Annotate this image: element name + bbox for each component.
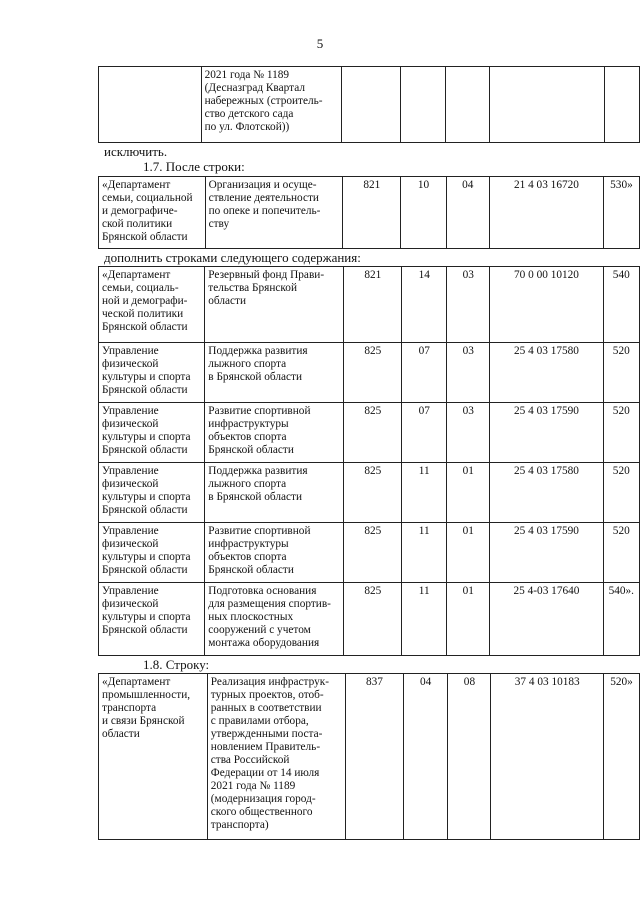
section-cell: 11 bbox=[402, 463, 447, 523]
section-cell: 07 bbox=[402, 403, 447, 463]
code-cell: 825 bbox=[344, 403, 402, 463]
target-cell: 25 4 03 17590 bbox=[490, 523, 603, 583]
subsection-cell: 01 bbox=[447, 583, 490, 656]
purpose-cell: Поддержка развития лыжного спорта в Брянской области bbox=[205, 343, 344, 403]
target-cell: 25 4-03 17640 bbox=[490, 583, 603, 656]
purpose-cell: 2021 года № 1189 (Десназград Квартал набережных (строитель- ство детского сада по ул. Флотской)) bbox=[201, 67, 341, 143]
code-cell: 825 bbox=[344, 583, 402, 656]
type-cell: 540 bbox=[603, 267, 639, 343]
purpose-cell: Развитие спортивной инфраструктуры объектов спорта Брянской области bbox=[205, 403, 344, 463]
target-cell bbox=[489, 67, 604, 143]
section-cell: 14 bbox=[402, 267, 447, 343]
code-cell: 825 bbox=[344, 463, 402, 523]
recipient-cell bbox=[99, 67, 202, 143]
target-cell: 70 0 00 10120 bbox=[490, 267, 603, 343]
section-cell: 11 bbox=[402, 523, 447, 583]
code-cell: 825 bbox=[344, 343, 402, 403]
table-added-rows bbox=[98, 266, 640, 656]
table-row bbox=[99, 674, 640, 840]
type-cell: 530» bbox=[603, 177, 639, 249]
table-continuation bbox=[98, 66, 640, 143]
table-row bbox=[99, 267, 640, 343]
type-cell bbox=[605, 67, 640, 143]
subsection-cell: 03 bbox=[447, 267, 490, 343]
note-section-1-7: 1.7. После строки: bbox=[143, 159, 245, 174]
code-cell: 821 bbox=[343, 177, 401, 249]
recipient-cell: Управление физической культуры и спорта Брянской области bbox=[99, 523, 205, 583]
type-cell: 520 bbox=[603, 463, 639, 523]
recipient-cell: Управление физической культуры и спорта Брянской области bbox=[99, 343, 205, 403]
section-cell: 04 bbox=[403, 674, 448, 840]
note-exclude: исключить. bbox=[104, 144, 168, 159]
table-row bbox=[99, 463, 640, 523]
code-cell: 837 bbox=[346, 674, 404, 840]
type-cell: 520 bbox=[603, 523, 639, 583]
table-row bbox=[99, 523, 640, 583]
note-section-1-8: 1.8. Строку: bbox=[143, 657, 210, 672]
recipient-cell: Управление физической культуры и спорта Брянской области bbox=[99, 463, 205, 523]
target-cell: 25 4 03 17580 bbox=[490, 463, 603, 523]
code-cell: 821 bbox=[344, 267, 402, 343]
subsection-cell: 01 bbox=[447, 463, 490, 523]
subsection-cell: 08 bbox=[448, 674, 491, 840]
table-1-8 bbox=[98, 673, 640, 840]
table-row bbox=[99, 403, 640, 463]
recipient-cell: «Департамент семьи, социаль- ной и демографи- ческой политики Брянской области bbox=[99, 267, 205, 343]
subsection-cell bbox=[446, 67, 490, 143]
page-number: 5 bbox=[316, 36, 324, 51]
table-row bbox=[99, 583, 640, 656]
target-cell: 25 4 03 17590 bbox=[490, 403, 603, 463]
type-cell: 540». bbox=[603, 583, 639, 656]
subsection-cell: 03 bbox=[447, 343, 490, 403]
target-cell: 21 4 03 16720 bbox=[490, 177, 604, 249]
recipient-cell: Управление физической культуры и спорта Брянской области bbox=[99, 583, 205, 656]
subsection-cell: 04 bbox=[446, 177, 489, 249]
recipient-cell: Управление физической культуры и спорта Брянской области bbox=[99, 403, 205, 463]
recipient-cell: «Департамент семьи, социальной и демографиче- ской политики Брянской области bbox=[99, 177, 206, 249]
table-row bbox=[99, 343, 640, 403]
table-1-7 bbox=[98, 176, 640, 249]
purpose-cell: Развитие спортивной инфраструктуры объектов спорта Брянской области bbox=[205, 523, 344, 583]
recipient-cell: «Департамент промышленности, транспорта и связи Брянской области bbox=[99, 674, 208, 840]
section-cell: 07 bbox=[402, 343, 447, 403]
purpose-cell: Организация и осуще- ствление деятельности по опеке и попечитель- ству bbox=[205, 177, 343, 249]
section-cell: 11 bbox=[402, 583, 447, 656]
target-cell: 25 4 03 17580 bbox=[490, 343, 603, 403]
type-cell: 520 bbox=[603, 403, 639, 463]
section-cell bbox=[400, 67, 446, 143]
subsection-cell: 01 bbox=[447, 523, 490, 583]
purpose-cell: Резервный фонд Прави- тельства Брянской области bbox=[205, 267, 344, 343]
code-cell: 825 bbox=[344, 523, 402, 583]
purpose-cell: Реализация инфраструк- турных проектов, отоб- ранных в соответствии с правилами отбора, утвержденными поста- новлением Правитель- ства Российской Федерации от 14 июля 2021 года № 1189 (модернизация город- ского общественного транспорта) bbox=[207, 674, 345, 840]
subsection-cell: 03 bbox=[447, 403, 490, 463]
target-cell: 37 4 03 10183 bbox=[491, 674, 604, 840]
purpose-cell: Поддержка развития лыжного спорта в Брянской области bbox=[205, 463, 344, 523]
type-cell: 520» bbox=[603, 674, 639, 840]
note-add-rows: дополнить строками следующего содержания: bbox=[104, 250, 361, 265]
purpose-cell: Подготовка основания для размещения спортив- ных плоскостных сооружений с учетом монтажа оборудования bbox=[205, 583, 344, 656]
code-cell bbox=[342, 67, 400, 143]
type-cell: 520 bbox=[603, 343, 639, 403]
section-cell: 10 bbox=[401, 177, 446, 249]
table-row bbox=[99, 67, 640, 143]
table-row bbox=[99, 177, 640, 249]
